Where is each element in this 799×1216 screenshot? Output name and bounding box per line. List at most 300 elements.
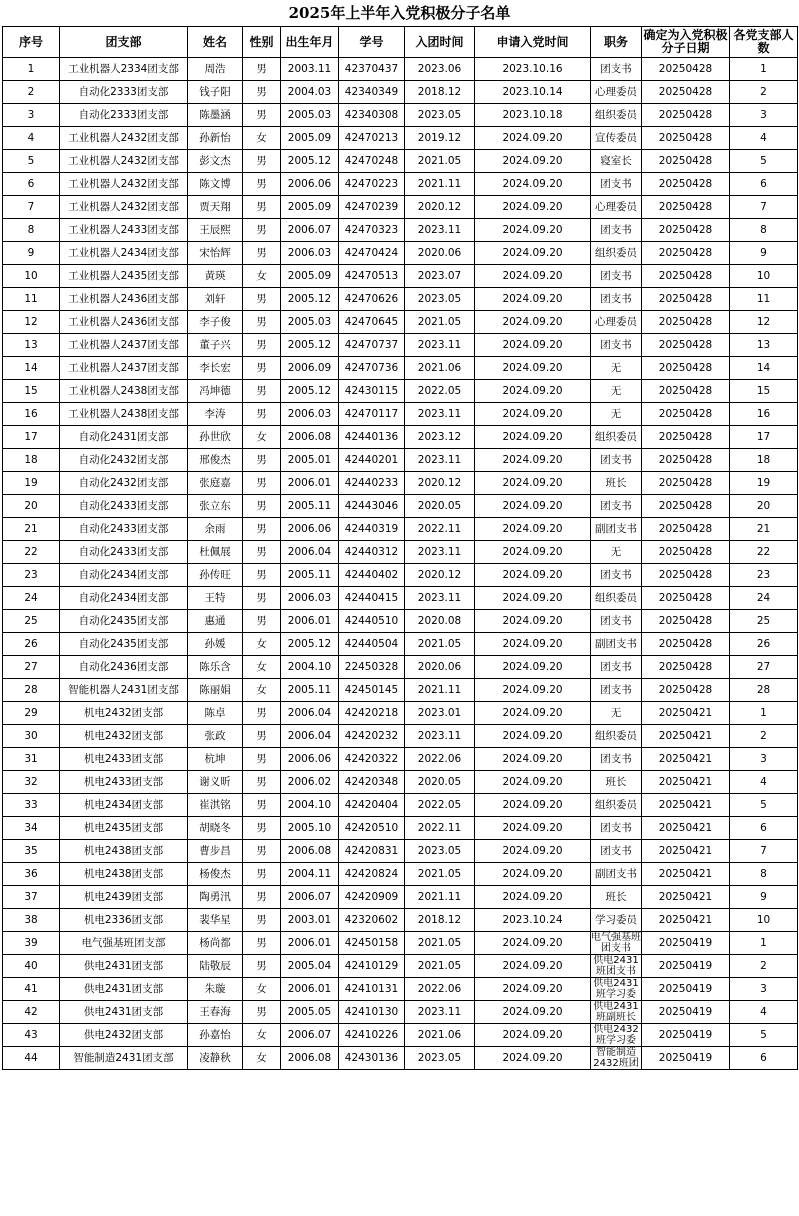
cell-application-date: 2024.09.20 xyxy=(475,725,591,748)
cell-name: 李长宏 xyxy=(188,357,243,380)
cell-student-id: 42420404 xyxy=(339,794,405,817)
cell-confirm-date: 20250428 xyxy=(642,150,730,173)
cell-index: 30 xyxy=(3,725,60,748)
cell-index: 27 xyxy=(3,656,60,679)
cell-confirm-date: 20250428 xyxy=(642,58,730,81)
cell-position: 团支书 xyxy=(591,58,642,81)
cell-birth: 2006.03 xyxy=(281,242,339,265)
cell-branch-count: 10 xyxy=(730,265,798,288)
cell-name: 惠通 xyxy=(188,610,243,633)
cell-confirm-date: 20250428 xyxy=(642,656,730,679)
table-row xyxy=(3,610,798,633)
table-row xyxy=(3,817,798,840)
cell-student-id: 42420831 xyxy=(339,840,405,863)
cell-position: 团支书 xyxy=(591,840,642,863)
cell-league-date: 2021.11 xyxy=(405,173,475,196)
cell-name: 刘轩 xyxy=(188,288,243,311)
cell-branch: 工业机器人2334团支部 xyxy=(60,58,188,81)
cell-name: 胡晓冬 xyxy=(188,817,243,840)
cell-birth: 2005.12 xyxy=(281,380,339,403)
cell-confirm-date: 20250421 xyxy=(642,840,730,863)
cell-branch-count: 16 xyxy=(730,403,798,426)
cell-index: 39 xyxy=(3,932,60,955)
cell-name: 陈文博 xyxy=(188,173,243,196)
cell-position: 智能制造2432班团 xyxy=(591,1047,642,1070)
cell-name: 陆敬辰 xyxy=(188,955,243,978)
table-row xyxy=(3,1001,798,1024)
table-row xyxy=(3,426,798,449)
cell-league-date: 2021.05 xyxy=(405,311,475,334)
cell-name: 孙嘉怡 xyxy=(188,1024,243,1047)
cell-position: 副团支书 xyxy=(591,863,642,886)
cell-application-date: 2024.09.20 xyxy=(475,1001,591,1024)
cell-name: 钱子阳 xyxy=(188,81,243,104)
cell-gender: 男 xyxy=(243,725,281,748)
cell-confirm-date: 20250428 xyxy=(642,610,730,633)
cell-position: 无 xyxy=(591,541,642,564)
cell-student-id: 42470645 xyxy=(339,311,405,334)
cell-confirm-date: 20250419 xyxy=(642,1024,730,1047)
cell-gender: 男 xyxy=(243,150,281,173)
cell-student-id: 42450145 xyxy=(339,679,405,702)
cell-branch: 智能机器人2431团支部 xyxy=(60,679,188,702)
cell-gender: 男 xyxy=(243,495,281,518)
cell-league-date: 2021.05 xyxy=(405,150,475,173)
cell-branch-count: 28 xyxy=(730,679,798,702)
cell-birth: 2006.04 xyxy=(281,702,339,725)
cell-name: 孙媛 xyxy=(188,633,243,656)
cell-gender: 女 xyxy=(243,127,281,150)
cell-birth: 2005.09 xyxy=(281,196,339,219)
cell-birth: 2003.01 xyxy=(281,909,339,932)
cell-branch-count: 9 xyxy=(730,886,798,909)
cell-gender: 男 xyxy=(243,449,281,472)
cell-application-date: 2024.09.20 xyxy=(475,886,591,909)
cell-application-date: 2024.09.20 xyxy=(475,1024,591,1047)
cell-gender: 男 xyxy=(243,242,281,265)
cell-application-date: 2024.09.20 xyxy=(475,380,591,403)
cell-confirm-date: 20250428 xyxy=(642,311,730,334)
cell-application-date: 2024.09.20 xyxy=(475,173,591,196)
cell-student-id: 22450328 xyxy=(339,656,405,679)
cell-index: 22 xyxy=(3,541,60,564)
cell-name: 杨尚都 xyxy=(188,932,243,955)
cell-gender: 男 xyxy=(243,196,281,219)
cell-gender: 男 xyxy=(243,173,281,196)
cell-birth: 2006.01 xyxy=(281,978,339,1001)
cell-branch-count: 11 xyxy=(730,288,798,311)
cell-position: 团支书 xyxy=(591,173,642,196)
cell-student-id: 42420232 xyxy=(339,725,405,748)
cell-student-id: 42410226 xyxy=(339,1024,405,1047)
cell-name: 邢俊杰 xyxy=(188,449,243,472)
cell-league-date: 2023.05 xyxy=(405,288,475,311)
cell-confirm-date: 20250428 xyxy=(642,196,730,219)
cell-branch: 自动化2433团支部 xyxy=(60,541,188,564)
cell-branch: 自动化2433团支部 xyxy=(60,495,188,518)
cell-position: 组织委员 xyxy=(591,725,642,748)
cell-name: 张庭嘉 xyxy=(188,472,243,495)
cell-application-date: 2024.09.20 xyxy=(475,748,591,771)
cell-branch: 智能制造2431团支部 xyxy=(60,1047,188,1070)
cell-name: 孙新怡 xyxy=(188,127,243,150)
cell-index: 5 xyxy=(3,150,60,173)
cell-confirm-date: 20250428 xyxy=(642,334,730,357)
cell-branch-count: 27 xyxy=(730,656,798,679)
activists-table xyxy=(2,26,798,1070)
table-row xyxy=(3,541,798,564)
cell-branch-count: 6 xyxy=(730,1047,798,1070)
cell-index: 2 xyxy=(3,81,60,104)
cell-league-date: 2023.12 xyxy=(405,426,475,449)
cell-confirm-date: 20250428 xyxy=(642,633,730,656)
cell-index: 42 xyxy=(3,1001,60,1024)
cell-position: 团支书 xyxy=(591,219,642,242)
cell-position: 班长 xyxy=(591,472,642,495)
cell-application-date: 2024.09.20 xyxy=(475,265,591,288)
cell-birth: 2006.04 xyxy=(281,725,339,748)
cell-branch-count: 22 xyxy=(730,541,798,564)
cell-index: 21 xyxy=(3,518,60,541)
cell-index: 13 xyxy=(3,334,60,357)
cell-application-date: 2024.09.20 xyxy=(475,932,591,955)
cell-name: 周浩 xyxy=(188,58,243,81)
cell-index: 31 xyxy=(3,748,60,771)
cell-index: 23 xyxy=(3,564,60,587)
cell-confirm-date: 20250421 xyxy=(642,794,730,817)
table-row xyxy=(3,771,798,794)
cell-birth: 2005.10 xyxy=(281,817,339,840)
cell-application-date: 2024.09.20 xyxy=(475,495,591,518)
cell-birth: 2006.06 xyxy=(281,748,339,771)
cell-branch: 供电2431团支部 xyxy=(60,1001,188,1024)
cell-index: 40 xyxy=(3,955,60,978)
cell-student-id: 42440415 xyxy=(339,587,405,610)
cell-index: 18 xyxy=(3,449,60,472)
cell-gender: 男 xyxy=(243,955,281,978)
cell-gender: 男 xyxy=(243,771,281,794)
cell-student-id: 42320602 xyxy=(339,909,405,932)
cell-position: 组织委员 xyxy=(591,242,642,265)
cell-student-id: 42420218 xyxy=(339,702,405,725)
cell-branch: 机电2432团支部 xyxy=(60,725,188,748)
cell-application-date: 2024.09.20 xyxy=(475,679,591,702)
cell-name: 黄瑛 xyxy=(188,265,243,288)
cell-gender: 女 xyxy=(243,633,281,656)
cell-branch-count: 24 xyxy=(730,587,798,610)
cell-branch: 供电2431团支部 xyxy=(60,955,188,978)
cell-confirm-date: 20250421 xyxy=(642,909,730,932)
cell-birth: 2005.12 xyxy=(281,150,339,173)
cell-gender: 女 xyxy=(243,1024,281,1047)
cell-league-date: 2020.12 xyxy=(405,196,475,219)
cell-gender: 男 xyxy=(243,909,281,932)
header-gender: 性别 xyxy=(243,27,281,58)
cell-student-id: 42440319 xyxy=(339,518,405,541)
cell-league-date: 2022.11 xyxy=(405,518,475,541)
cell-confirm-date: 20250421 xyxy=(642,817,730,840)
cell-birth: 2005.12 xyxy=(281,288,339,311)
cell-application-date: 2024.09.20 xyxy=(475,702,591,725)
header-application-date: 申请入党时间 xyxy=(475,27,591,58)
cell-name: 崔淇铭 xyxy=(188,794,243,817)
cell-index: 38 xyxy=(3,909,60,932)
cell-confirm-date: 20250428 xyxy=(642,587,730,610)
cell-confirm-date: 20250419 xyxy=(642,978,730,1001)
cell-branch-count: 10 xyxy=(730,909,798,932)
cell-gender: 男 xyxy=(243,840,281,863)
cell-application-date: 2023.10.18 xyxy=(475,104,591,127)
cell-birth: 2006.01 xyxy=(281,610,339,633)
cell-branch-count: 7 xyxy=(730,196,798,219)
table-row xyxy=(3,978,798,1001)
cell-confirm-date: 20250419 xyxy=(642,1047,730,1070)
cell-branch-count: 9 xyxy=(730,242,798,265)
cell-index: 36 xyxy=(3,863,60,886)
cell-birth: 2005.03 xyxy=(281,104,339,127)
cell-student-id: 42470323 xyxy=(339,219,405,242)
cell-application-date: 2024.09.20 xyxy=(475,518,591,541)
cell-application-date: 2024.09.20 xyxy=(475,610,591,633)
cell-name: 朱璇 xyxy=(188,978,243,1001)
cell-confirm-date: 20250421 xyxy=(642,771,730,794)
cell-position: 寝室长 xyxy=(591,150,642,173)
cell-confirm-date: 20250428 xyxy=(642,426,730,449)
table-row xyxy=(3,196,798,219)
header-branch: 团支部 xyxy=(60,27,188,58)
table-row xyxy=(3,58,798,81)
cell-birth: 2005.12 xyxy=(281,334,339,357)
cell-application-date: 2024.09.20 xyxy=(475,196,591,219)
header-league-date: 入团时间 xyxy=(405,27,475,58)
cell-league-date: 2022.05 xyxy=(405,380,475,403)
cell-student-id: 42470223 xyxy=(339,173,405,196)
cell-branch-count: 1 xyxy=(730,932,798,955)
cell-league-date: 2023.11 xyxy=(405,403,475,426)
cell-branch-count: 26 xyxy=(730,633,798,656)
cell-branch: 机电2438团支部 xyxy=(60,863,188,886)
cell-gender: 男 xyxy=(243,564,281,587)
cell-confirm-date: 20250421 xyxy=(642,748,730,771)
cell-name: 裴华星 xyxy=(188,909,243,932)
cell-gender: 男 xyxy=(243,886,281,909)
cell-branch: 自动化2436团支部 xyxy=(60,656,188,679)
cell-student-id: 42440402 xyxy=(339,564,405,587)
cell-birth: 2006.08 xyxy=(281,1047,339,1070)
cell-index: 15 xyxy=(3,380,60,403)
cell-league-date: 2022.11 xyxy=(405,817,475,840)
cell-branch-count: 4 xyxy=(730,1001,798,1024)
table-row xyxy=(3,794,798,817)
cell-branch: 工业机器人2436团支部 xyxy=(60,288,188,311)
cell-application-date: 2024.09.20 xyxy=(475,449,591,472)
cell-student-id: 42470117 xyxy=(339,403,405,426)
cell-branch-count: 15 xyxy=(730,380,798,403)
cell-birth: 2003.11 xyxy=(281,58,339,81)
table-row xyxy=(3,955,798,978)
header-birth: 出生年月 xyxy=(281,27,339,58)
cell-position: 团支书 xyxy=(591,265,642,288)
cell-birth: 2005.05 xyxy=(281,1001,339,1024)
cell-league-date: 2023.07 xyxy=(405,265,475,288)
cell-student-id: 42340349 xyxy=(339,81,405,104)
cell-confirm-date: 20250428 xyxy=(642,403,730,426)
cell-league-date: 2023.11 xyxy=(405,334,475,357)
cell-branch: 自动化2333团支部 xyxy=(60,104,188,127)
cell-application-date: 2024.09.20 xyxy=(475,817,591,840)
cell-branch-count: 3 xyxy=(730,978,798,1001)
cell-index: 37 xyxy=(3,886,60,909)
cell-confirm-date: 20250421 xyxy=(642,886,730,909)
cell-position: 组织委员 xyxy=(591,426,642,449)
table-row xyxy=(3,265,798,288)
cell-league-date: 2023.11 xyxy=(405,587,475,610)
cell-branch: 工业机器人2432团支部 xyxy=(60,150,188,173)
cell-birth: 2005.04 xyxy=(281,955,339,978)
cell-position: 供电2431班学习委 xyxy=(591,978,642,1001)
cell-student-id: 42340308 xyxy=(339,104,405,127)
cell-branch: 工业机器人2437团支部 xyxy=(60,357,188,380)
cell-student-id: 42440136 xyxy=(339,426,405,449)
header-name: 姓名 xyxy=(188,27,243,58)
cell-application-date: 2024.09.20 xyxy=(475,403,591,426)
cell-gender: 女 xyxy=(243,426,281,449)
table-row xyxy=(3,311,798,334)
cell-branch-count: 5 xyxy=(730,1024,798,1047)
cell-birth: 2005.01 xyxy=(281,449,339,472)
cell-branch-count: 25 xyxy=(730,610,798,633)
table-row xyxy=(3,495,798,518)
cell-student-id: 42470626 xyxy=(339,288,405,311)
cell-name: 孙传旺 xyxy=(188,564,243,587)
cell-student-id: 42410129 xyxy=(339,955,405,978)
cell-position: 供电2431班副班长 xyxy=(591,1001,642,1024)
cell-branch-count: 7 xyxy=(730,840,798,863)
cell-position: 团支书 xyxy=(591,288,642,311)
cell-branch-count: 14 xyxy=(730,357,798,380)
cell-position: 心理委员 xyxy=(591,196,642,219)
cell-index: 11 xyxy=(3,288,60,311)
cell-birth: 2005.11 xyxy=(281,679,339,702)
cell-application-date: 2024.09.20 xyxy=(475,311,591,334)
table-row xyxy=(3,357,798,380)
cell-confirm-date: 20250428 xyxy=(642,242,730,265)
cell-application-date: 2024.09.20 xyxy=(475,219,591,242)
cell-index: 41 xyxy=(3,978,60,1001)
table-row xyxy=(3,219,798,242)
cell-branch: 自动化2431团支部 xyxy=(60,426,188,449)
cell-league-date: 2021.05 xyxy=(405,955,475,978)
table-row xyxy=(3,81,798,104)
cell-league-date: 2023.01 xyxy=(405,702,475,725)
cell-branch-count: 8 xyxy=(730,219,798,242)
cell-branch-count: 3 xyxy=(730,104,798,127)
cell-confirm-date: 20250428 xyxy=(642,357,730,380)
cell-gender: 男 xyxy=(243,610,281,633)
cell-branch: 机电2439团支部 xyxy=(60,886,188,909)
cell-application-date: 2024.09.20 xyxy=(475,564,591,587)
cell-league-date: 2018.12 xyxy=(405,909,475,932)
cell-confirm-date: 20250428 xyxy=(642,127,730,150)
cell-application-date: 2024.09.20 xyxy=(475,426,591,449)
cell-gender: 女 xyxy=(243,1047,281,1070)
cell-gender: 男 xyxy=(243,794,281,817)
cell-branch: 工业机器人2435团支部 xyxy=(60,265,188,288)
cell-application-date: 2024.09.20 xyxy=(475,242,591,265)
table-row xyxy=(3,242,798,265)
cell-position: 团支书 xyxy=(591,656,642,679)
cell-position: 宣传委员 xyxy=(591,127,642,150)
cell-position: 团支书 xyxy=(591,679,642,702)
table-row xyxy=(3,840,798,863)
cell-confirm-date: 20250428 xyxy=(642,518,730,541)
cell-branch-count: 1 xyxy=(730,702,798,725)
cell-position: 团支书 xyxy=(591,495,642,518)
cell-branch: 自动化2432团支部 xyxy=(60,449,188,472)
cell-index: 43 xyxy=(3,1024,60,1047)
cell-gender: 男 xyxy=(243,334,281,357)
cell-league-date: 2018.12 xyxy=(405,81,475,104)
cell-branch: 自动化2435团支部 xyxy=(60,610,188,633)
cell-confirm-date: 20250428 xyxy=(642,495,730,518)
cell-application-date: 2023.10.16 xyxy=(475,58,591,81)
table-row xyxy=(3,633,798,656)
cell-birth: 2006.02 xyxy=(281,771,339,794)
cell-student-id: 42430136 xyxy=(339,1047,405,1070)
cell-application-date: 2024.09.20 xyxy=(475,840,591,863)
cell-application-date: 2024.09.20 xyxy=(475,955,591,978)
cell-index: 7 xyxy=(3,196,60,219)
cell-confirm-date: 20250428 xyxy=(642,104,730,127)
cell-gender: 男 xyxy=(243,357,281,380)
cell-branch-count: 5 xyxy=(730,150,798,173)
cell-name: 冯坤德 xyxy=(188,380,243,403)
table-row xyxy=(3,587,798,610)
cell-birth: 2005.09 xyxy=(281,265,339,288)
cell-index: 4 xyxy=(3,127,60,150)
cell-application-date: 2024.09.20 xyxy=(475,288,591,311)
cell-branch: 工业机器人2438团支部 xyxy=(60,403,188,426)
cell-league-date: 2021.11 xyxy=(405,886,475,909)
cell-position: 供电2432班学习委 xyxy=(591,1024,642,1047)
cell-branch: 工业机器人2432团支部 xyxy=(60,196,188,219)
cell-league-date: 2023.06 xyxy=(405,58,475,81)
cell-application-date: 2024.09.20 xyxy=(475,633,591,656)
cell-gender: 男 xyxy=(243,587,281,610)
cell-branch-count: 1 xyxy=(730,58,798,81)
cell-position: 团支书 xyxy=(591,748,642,771)
cell-branch-count: 4 xyxy=(730,771,798,794)
cell-name: 陈乐含 xyxy=(188,656,243,679)
cell-branch: 机电2432团支部 xyxy=(60,702,188,725)
header-position: 职务 xyxy=(591,27,642,58)
cell-gender: 男 xyxy=(243,104,281,127)
cell-gender: 男 xyxy=(243,58,281,81)
cell-branch-count: 6 xyxy=(730,173,798,196)
cell-birth: 2006.03 xyxy=(281,587,339,610)
cell-branch-count: 23 xyxy=(730,564,798,587)
cell-gender: 男 xyxy=(243,541,281,564)
cell-position: 团支书 xyxy=(591,449,642,472)
cell-branch: 机电2434团支部 xyxy=(60,794,188,817)
table-row xyxy=(3,909,798,932)
cell-birth: 2006.07 xyxy=(281,1024,339,1047)
cell-branch-count: 18 xyxy=(730,449,798,472)
cell-birth: 2006.01 xyxy=(281,932,339,955)
cell-gender: 男 xyxy=(243,472,281,495)
table-row xyxy=(3,863,798,886)
cell-student-id: 42440233 xyxy=(339,472,405,495)
